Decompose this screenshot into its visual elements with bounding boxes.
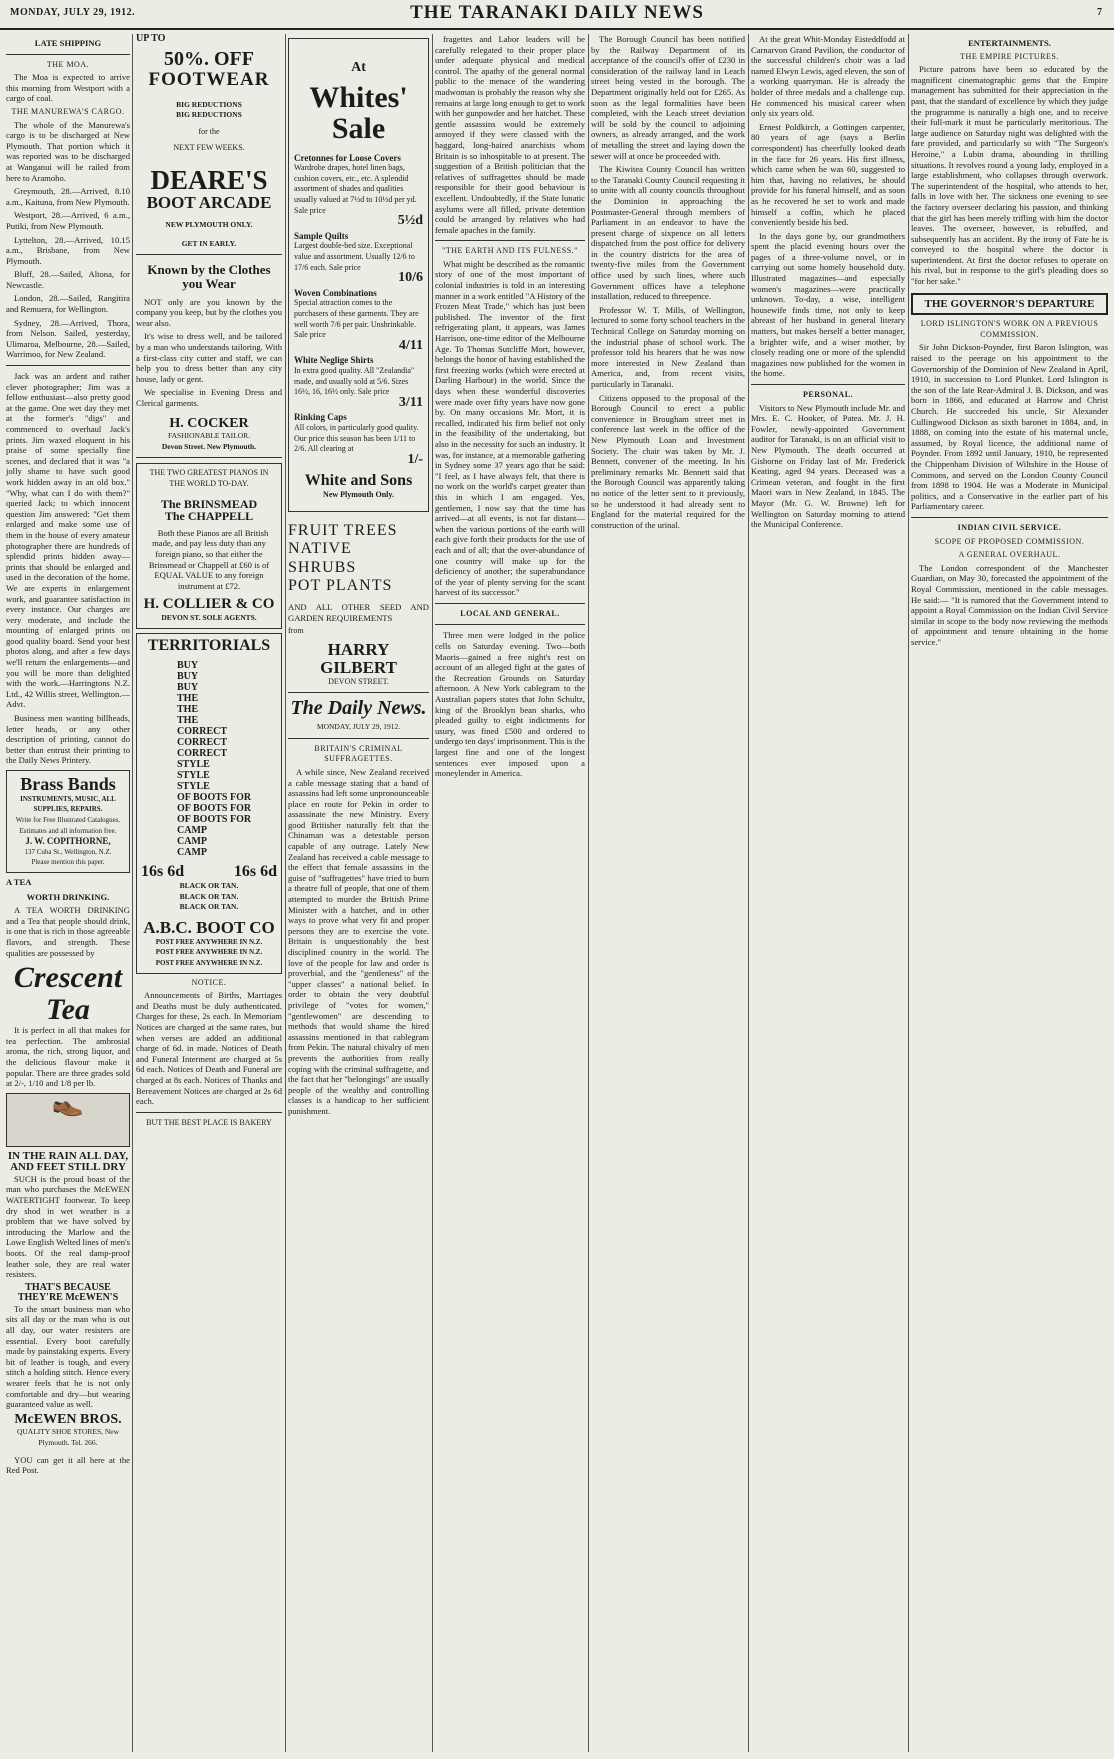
- terr-word: STYLE: [177, 781, 210, 793]
- empire-text: Picture patrons have been so educated by the magnificent cinematographic gems that the Empire management has submitted for their appreciation in the past, that the standard of excellence by which they judge the programme is naturally a high one, and to receive their full-mark it must be particularly meritorious. The large audience on Saturday night was delighted with the fare provided, and particularly so with "The Surgeon's Heroine," a Lubin drama, abounding in thrilling situations. It revolves round a young lady, employed in a large establishment, who collapses through overwork. The superintendent of the hospital, who attends to her, falls in love with her. The sickness one evening to see the factory overseer declaring his passion, and thinking that the girl has been merely trifling with him the doctor leaves. The overseer, however, is rebuffed, and subsequently has an accident. By the irony of Fate he is conveyed to the hospital where the doctor is superintendent. At first the doctor refuses to operate on his rival, but in response to the girl's pleading does so "for her sake.": [911, 64, 1108, 287]
- divider: [136, 457, 282, 458]
- borough-text: The Borough Council has been notified by the Railway Department of its acceptance of the council's offer of £230 in consideration of the railway land in Leach street being vested in the borough. The Department originally held out for £265. As soon as the legal formalities have been completed, with the Leach street deviation will be sold by the council to adjoining owners, as already arranged, and the work of metalling the street and laying down the sewer will at once be proceeded with.: [591, 34, 745, 161]
- seed-requirements: AND ALL OTHER SEED AND GARDEN REQUIREMENTS: [288, 602, 429, 623]
- terr-word: OF BOOTS FOR: [177, 792, 252, 804]
- woven-heading: Woven Combinations: [294, 287, 377, 298]
- column-rule: [588, 34, 589, 1752]
- cocker-address: Devon Street. New Plymouth.: [161, 441, 257, 451]
- tea-wordmark: Tea: [46, 992, 90, 1026]
- rain-heading: IN THE RAIN ALL DAY, AND FEET STILL DRY: [7, 1149, 129, 1174]
- white-sons-address: New Plymouth Only.: [323, 490, 394, 500]
- divider: [911, 517, 1108, 518]
- terr-word: BUY: [177, 671, 199, 683]
- cretonnes-text: Wardrobe drapes, hotel linen bags, cushion covers, etc., etc. A splendid assortment of shades and qualities usually valued at 7½d to 10½d per yd. Sale price: [294, 163, 417, 215]
- movement-item: Westport, 28.—Arrived, 6 a.m., Putiki, from New Plymouth.: [6, 210, 130, 231]
- cocker-text-2: It's wise to dress well, and be tailored by a man who understands tailoring. With a first-class city cutter and staff, we can help you to dress better than any city house, lady or gent.: [136, 331, 282, 384]
- column-rule: [748, 34, 749, 1752]
- for-the: for the: [198, 126, 220, 136]
- woven-price: 4/11: [398, 337, 423, 353]
- masthead-title: THE TARANAKI DAILY NEWS: [410, 2, 704, 23]
- np-only: NEW PLYMOUTH ONLY.: [165, 220, 253, 230]
- movement-item: Bluff, 28.—Sailed, Altona, for Newcastle.: [6, 269, 130, 290]
- next-weeks: NEXT FEW WEEKS.: [173, 143, 245, 153]
- column-rule: [132, 34, 133, 1752]
- terr-word: OF BOOTS FOR: [177, 814, 252, 826]
- brass-mention: Please mention this paper.: [31, 858, 105, 867]
- column-5: [591, 34, 745, 1752]
- terr-word: BUY: [177, 682, 199, 694]
- divider: [435, 240, 585, 241]
- brass-bands-ad: [6, 770, 130, 873]
- mcewen-text: To the smart business man who sits all day or the man who is out all day, our water resisters are essential. Every boot carefully made by painstaking experts. Every bit of leather is tough, and every stitch a holding stitch. Hence every wearer feels that he is not only comfortable and dry—but wearing guaranteed value as well.: [6, 1303, 130, 1410]
- abc-boot-co: A.B.C. BOOT CO: [143, 918, 275, 938]
- column-1: [6, 34, 130, 1752]
- column-2: [136, 34, 282, 1752]
- caps-text: All colors, in particularly good quality. Our price this season has been 1/11 to 2/6. All clearing at: [294, 422, 419, 454]
- pot-plants: POT PLANTS: [288, 577, 393, 595]
- civil-heading: INDIAN CIVIL SERVICE.: [957, 522, 1062, 532]
- mcewen-address: QUALITY SHOE STORES, New Plymouth. Tel. 266.: [16, 1427, 120, 1448]
- caps-price: 1/-: [407, 451, 423, 467]
- movement-item: Sydney, 28.—Arrived, Thora, from Nelson. Sailed, yesterday, Ulimaroa, Melbourne, 28.—Sailed, Warrimoo, for New Zealand.: [6, 317, 130, 360]
- column-rule: [285, 34, 286, 1752]
- terr-word: BUY: [177, 660, 199, 672]
- jack-story: Jack was an ardent and rather clever photographer; Jim was a fellow enthusiast—also pretty good at the game. One wet day they met at the former's "digs" and commenced to overhaul Jack's prints. Jim waxed eloquent in his praise of some specially fine scenes, and declared that it was "a jolly shame to have such good work hidden away in an old box." "Why, what can I do with them?" queried Jack; to which innocent question Jim answered: "Get them enlarged and make some use of them in the house of every amateur photographer there are hundreds of splendid prints hidden away—prints that should be enlarged and used in the decoration of the home. We are experts in enlargement work, and guarantee satisfaction in every instance. Our charges are very moderate, and include the mounting of enlarged prints on good quality board. Send your best photos along, and after a few days we'll return the enlargements—and you will be more than delighted with the work.—Harringtons N.Z. Ltd., 42 Willis street, Wellington.—Advt.: [6, 371, 130, 710]
- discount-pct: 50%. OFF: [164, 47, 254, 70]
- mcewen-name: McEWEN BROS.: [14, 1411, 122, 1427]
- fruit-trees: FRUIT TREES: [288, 521, 398, 539]
- brougham-text: Citizens opposed to the proposal of the Borough Council to erect a public convenience in Brougham street met in conference last week in the office of the New Plymouth Loan and Investment Society. The chair was taken by Mr. J. Bennett, convener of the meeting. In his preliminary remarks Mr. Bennett said that the Borough Council was apparently taking no notice of the letter sent to it previously, so he understood it had already sent to England for the material required for the construction of the urinal.: [591, 392, 745, 530]
- governor-text: Sir John Dickson-Poynder, first Baron Islington, was raised to the peerage on his appointment to the Governorship of the Dominion of New Zealand in April, 1910, in succession to Lord Plunket. Lord Islington is the son of the late Rear-Admiral J. B. Dickson, and was born in 1866, and educated at Harrow and Christ Church. He succeeded his uncle, Sir Alexander Cullingwood Dickson as sixth baronet in 1884, and, in 1888, on coming into the estate of his maternal uncle, assumed, by Royal licence, the additional name of Poynder. From 1892 until January, 1910, he represented the Chippenham Division of Wiltshire in the House of Commons, and served on the London County Council from 1898 to 1904. He was a Moderate in Municipal politics, and a Conservative in the earlier part of his Parliamentary career.: [911, 342, 1108, 512]
- shrubs-label: SHRUBS: [288, 558, 357, 576]
- terr-word: CAMP: [177, 825, 207, 837]
- reductions-1: BIG REDUCTIONS: [176, 99, 242, 109]
- mcewen-slogan: THAT'S BECAUSE THEY'RE McEWEN'S: [17, 1281, 119, 1304]
- column-rule: [908, 34, 909, 1752]
- brass-address: 137 Cuba St., Wellington, N.Z.: [24, 847, 112, 856]
- britain-heading: BRITAIN'S CRIMINAL SUFFRAGETTES.: [314, 743, 403, 764]
- neglige-heading: White Neglige Shirts: [294, 355, 374, 366]
- divider: [751, 384, 905, 385]
- civil-subheading-2: A GENERAL OVERHAUL.: [958, 550, 1061, 560]
- terr-word: THE: [177, 715, 199, 727]
- divider: [288, 738, 429, 739]
- deares-title: DEARE'S: [150, 164, 268, 195]
- post-free-3: POST FREE ANYWHERE IN N.Z.: [155, 959, 263, 968]
- civil-text: The London correspondent of the Manchester Guardian, on May 30, forecasted the appointment of the Royal Commission, mentioned in the cable messages. He said:— "It is rumored that the Government intend to appoint a Royal Commission on the Indian Civil Service similar in scope to the body now reviewing the methods of appointment and tenure obtaining in the home service.": [911, 562, 1108, 647]
- masthead: [0, 0, 1114, 30]
- rain-text: SUCH is the proud boast of the man who purchases the McEWEN WATERTIGHT footwear. To keep dry shod in wet weather is a problem that we have solved by introducing the Marlow and the Lowe English Welted lines of men's boots. Of the real damp-proof leather sole, they are real water resisters.: [6, 1173, 130, 1280]
- caps-heading: Rinking Caps: [294, 412, 347, 423]
- collier-address: DEVON ST. SOLE AGENTS.: [161, 613, 257, 623]
- neglige-price: 3/11: [398, 394, 423, 410]
- empire-heading: THE EMPIRE PICTURES.: [960, 51, 1059, 61]
- mills-text: Professor W. T. Mills, of Wellington, lectured to some forty school teachers in the Technical College on Saturday morning on the industrial phase of school work. The professor told his hearers that he was now more interested in New Zealand than America, and, from recent visits, particularly in Taranaki.: [591, 304, 745, 389]
- brass-firm: J. W. COPITHORNE,: [25, 836, 111, 847]
- magazine-text: In the days gone by, our grandmothers spent the placid evening hours over the pages of a three-volume novel, or in carrying out some homely household duty. Illustrated magazines—and especially women's magazines—were practically unknown. To-day, a wise, intelligent housewife finds time, not only to keep abreast of her husband in general literary matters, but makes herself a better manager, a brighter wife, and a wiser mother, by closely reading one or more of the splendid magazines now published for the women in the home.: [751, 230, 905, 379]
- local-heading: LOCAL AND GENERAL.: [460, 608, 560, 618]
- pianos-text: Both these Pianos are all British made, and pay less duty than any foreign piano, so that either the Brinsmead or Chappell at £60 is of EQUAL VALUE to any foreign instrument at £72.: [148, 527, 270, 591]
- tea-text: A TEA WORTH DRINKING and a Tea that people should drink, is one that is rich in those agreeable flavors, and strength. These qualities are possessed by: [6, 905, 130, 958]
- terr-word: THE: [177, 693, 199, 705]
- best-place: BUT THE BEST PLACE IS BAKERY: [146, 1117, 272, 1127]
- divider: [136, 1112, 282, 1113]
- harry-gilbert: HARRY GILBERT: [320, 639, 397, 677]
- brass-line: Write for Free Illustrated Catalogues. Estimates and all information free.: [15, 816, 121, 835]
- whites-sale-ad: [288, 38, 429, 512]
- black-or-tan-1: BLACK OR TAN.: [179, 881, 239, 891]
- price-right: 16s 6d: [233, 863, 277, 881]
- movement-item: Lyttelton, 28.—Arrived, 10.15 a.m., Brisbane, from New Plymouth.: [6, 234, 130, 266]
- collier-name: H. COLLIER & CO: [143, 596, 275, 613]
- entertainments-heading: ENTERTAINMENTS.: [968, 38, 1051, 48]
- terr-word: STYLE: [177, 759, 210, 771]
- footwear-title: FOOTWEAR: [148, 68, 270, 90]
- red-post-line: YOU can get it all here at the Red Post.: [6, 1454, 130, 1476]
- notice-heading: NOTICE.: [191, 977, 227, 987]
- shipping-heading: LATE SHIPPING: [34, 38, 102, 48]
- cocker-text-3: We specialise in Evening Dress and Clerical garments.: [136, 387, 282, 408]
- get-in-early: GET IN EARLY.: [181, 238, 237, 248]
- poldkirch-text: Ernest Poldkirch, a Gottingen carpenter, 80 years of age (says a Berlin correspondent) has cheerfully looked death in the face for 26 years. His first illness, which came when he was 60, suggested to him that, having no relatives, he should provide for his funeral himself, and as soon as he recovered he set to work and made himself a coffin, which he placed conveniently beside his bed.: [751, 121, 905, 228]
- tea-heading-1: A TEA: [6, 877, 32, 888]
- woven-text: Special attraction comes to the purchasers of these garments. They are well worth 7/6 per pair. Unshrinkable. Sale price: [294, 298, 419, 340]
- masthead-date: MONDAY, JULY 29, 1912.: [10, 7, 136, 18]
- divider: [435, 603, 585, 604]
- earth-heading: "THE EARTH AND ITS FULNESS.": [442, 246, 578, 256]
- terr-word: STYLE: [177, 770, 210, 782]
- known-heading: Known by the Clothes you Wear: [147, 262, 271, 291]
- territorials-ad: [136, 633, 282, 974]
- column-rule: [432, 34, 433, 1752]
- divider: [6, 54, 130, 55]
- from-label: from: [288, 626, 304, 636]
- divider: [136, 254, 282, 255]
- reductions-2: BIG REDUCTIONS: [176, 110, 242, 120]
- eisteddfod-text: At the great Whit-Monday Eisteddfodd at Carnarvon Grand Pavilion, the conductor of the successful children's choir was a lad named Elwyn Lewis, aged eleven, the son of a working quarryman. He is already the holder of three medals and a challenge cup. He commenced his musical career when only six years old.: [751, 34, 905, 119]
- divider: [6, 365, 130, 366]
- manurewa-heading: THE MANUREWA'S CARGO.: [11, 106, 125, 116]
- price-row: [141, 864, 277, 881]
- terr-word: CAMP: [177, 847, 207, 859]
- pianos-ad: [136, 463, 282, 628]
- cretonnes-heading: Cretonnes for Loose Covers: [294, 152, 401, 163]
- terr-word: CAMP: [177, 836, 207, 848]
- terr-word: CORRECT: [177, 748, 228, 760]
- daily-news-date: MONDAY, JULY 29, 1912.: [316, 722, 401, 732]
- governor-subheading: LORD ISLINGTON'S WORK ON A PREVIOUS COMMISSION.: [920, 319, 1099, 339]
- terr-word: CORRECT: [177, 726, 228, 738]
- britain-text: A while since, New Zealand received a cable message stating that a band of assassins had left some unpronounceable place en route for Pekin in order to assassinate the new Ministry. Every good Britisher naturally felt that the Chinaman was a detestable person capable of any outrage. Lately New Zealand has received a cable message to the effect that female assassins in the guise of "suffragettes" have tried to burn a theatre full of people, that one of them attempted to murder the British Prime Minister with a hatchet, and in other ways to prove what very fit and proper persons they are to exercise the vote. Britain is unquestionably the best disciplined country in the world. The love of the people for law and order is proverbial, and the "gentleness" of the "upper classes" a national belief. In order to obtain the very doubtful privilege of "votes for women," "gentlewomen" are descending to methods that would shame the hired assassins mentioned in that cablegram from Pekin. The natural chivalry of men prevents the authorities from really coping with the criminal suffragette, and the fact that her "belongings" are usually people of the wealthy and controlling classes is a handicap to her sufficient punishment.: [288, 766, 429, 1116]
- personal-text: Visitors to New Plymouth include Mr. and Mrs. E. C. Hooker, of Patea. Mr. J. H. Fowler, newly-appointed Government auditor for Taranaki, is on an official visit to New Plymouth. The death occurred at Gisborne on Friday last of Mr. Frederick Keating, aged 94 years. Deceased was a Crimean veteran, and fought in the first Maori wars in New Zealand, in 1845. The Mayor (Mr. G. W. Browne) left for Wellington on Saturday morning to attend the Municipal Conference.: [751, 402, 905, 530]
- black-or-tan-2: BLACK OR TAN.: [179, 891, 239, 901]
- page-number: 7: [1097, 7, 1102, 18]
- column-3: [288, 34, 429, 1752]
- territorials-title: TERRITORIALS: [147, 636, 271, 654]
- whites-title: Whites': [309, 80, 408, 114]
- crescent-text: It is perfect in all that makes for tea perfection. The ambrosial aroma, the rich, strong liquor, and the delicious flavour make it popular. There are three grades sold at 2/-, 1/10 and 1/8 per lb.: [6, 1025, 130, 1089]
- neglige-text: In extra good quality. All "Zealandia" made, and usually sold at 5/6. Sizes 16½, 16, 16½ only. Sale price: [294, 365, 415, 397]
- terr-word: OF BOOTS FOR: [177, 803, 252, 815]
- post-free-1: POST FREE ANYWHERE IN N.Z.: [155, 937, 263, 946]
- earth-text: What might be described as the romantic story of one of the most important of colonial industries is told in an interesting manner in a work entitled "A History of the Frozen Meat Trade," which has just been published. The inventor of the first refrigerating plant, it appears, was James Harrison, one-time editor of the Melbourne Age. To Thomas Sutcliffe Mort, however, belongs the honor of having established the first freezing works (which were erected at Darling Harbour) in the world. Since the days when these wonderful discoveries were made over fifty years have now gone by. On many occasions Mr. Mort, it is recalled, indicated his firm belief not only in the feasibility of the undertaking, but also in the necessity for such an industry. It was, for instance, at a memorable gathering in Sydney some 37 years ago that he said: "I feel, as I have always felt, that there is no work on the world's carpet greater than this in which I am engaged. Yes, gentlemen, I now say that the time has arrived—at all events, is not far distant—when the various portions of the earth will each give forth their products for the use of each and of all; that the over-abundance of one country will make up for the deficiency of another; the superabundance of the year of plenty serving for the scant harvest of its successor.": [435, 258, 585, 598]
- price-left: 16s 6d: [141, 863, 185, 881]
- column-6: [751, 34, 905, 1752]
- manurewa-text: The whole of the Manurewa's cargo is to be discharged at New Plymouth. That portion which it was reported was to be discharged at Wanganui will be railed from here to Aramoho.: [6, 119, 130, 183]
- sale-title: Sale: [331, 112, 386, 146]
- local-text: Three men were lodged in the police cells on Saturday evening. Two—both Maoris—gained a free night's rest on account of an alleged fight at the gates of the Recreation Grounds on Saturday afternoon. A New York cablegram to the Australian papers states that John Schultz, king of the Brooklyn bean sharks, who pleaded guilty to eight indictments for usury, was fined £500 and ordered to undergo ten days' imprisonment. This is the largest fine and one of the longest sentences ever imposed upon a moneylender in America.: [435, 630, 585, 779]
- native-label: NATIVE: [288, 540, 352, 558]
- suffragette-text: fragettes and Labor leaders will be carefully relegated to their proper place under adequate physical and medical control. The apathy of the general normal public to the menace of the wandering madwoman is probably the reason why she remains at large long enough to get to work with her gunpowder and her hatchet. These gentle assassins would be extremely annoyed if they were classed with the haggard, long-haired anarchists whom Britain is so inhospitable to at present. The suggestion of a British politician that the relatives of suffragettes should be made responsible for their good behaviour is excellent. Undoubtedly, if the State lunatic asylums were all filled, private detention could be arranged by relatives who had female apaches in the family.: [435, 34, 585, 235]
- black-or-tan-3: BLACK OR TAN.: [179, 902, 239, 912]
- at-label: At: [351, 60, 366, 75]
- white-sons: White and Sons: [304, 472, 413, 490]
- territorials-words: [141, 660, 277, 858]
- quilts-text: Largest double-bed size. Exceptional value and assortment. Usually 12/6 to 17/6 each. Sale price: [294, 241, 415, 272]
- quilts-heading: Sample Quilts: [294, 230, 349, 241]
- movement-item: London, 28.—Sailed, Rangitira and Remuera, for Wellington.: [6, 293, 130, 315]
- gilbert-address: DEVON STREET.: [328, 676, 389, 686]
- civil-subheading: SCOPE OF PROPOSED COMMISSION.: [934, 536, 1085, 546]
- personal-heading: PERSONAL.: [802, 390, 854, 399]
- kiwitea-text: The Kiwitea County Council has written to the Taranaki County Council requesting it to unite with all county councils throughout the Dominion in approaching the Postmaster-General through members of Parliament in an endeavor to have the present charge of sixpence on all letters dispatched from the post office for delivery in the country districts for the area of twenty-five miles from the Government office used by such lines, where such Government offices have a telephone installation, reduced to threepence.: [591, 164, 745, 302]
- tea-heading-2: WORTH DRINKING.: [26, 891, 110, 902]
- governor-heading: THE GOVERNOR'S DEPARTURE: [911, 293, 1108, 316]
- cretonnes-price: 5½d: [397, 213, 423, 229]
- cocker-trade: FASHIONABLE TAILOR.: [167, 431, 251, 441]
- notice-text: Announcements of Births, Marriages and Deaths must be duly authenticated. Charges for these, 2s each. In Memoriam Notices are charged at the same rates, but when verses are added an additional charge of 6d. in made. Notices of Death and Funeral Interment are charged at 5s 6d each. Notices of Death and Funeral are charged at 8s each. Notices of Thanks and Bereavement Notices are charged at 2s 6d each.: [136, 990, 282, 1107]
- chappell-title: The CHAPPELL: [164, 509, 254, 524]
- quilts-price: 10/6: [398, 270, 423, 286]
- daily-news-title: The Daily News.: [290, 697, 427, 720]
- pianos-heading: THE TWO GREATEST PIANOS IN THE WORLD TO-DAY.: [149, 468, 269, 488]
- boot-illustration: [6, 1087, 130, 1147]
- crescent-wordmark: Crescent: [13, 961, 123, 995]
- terr-word: CORRECT: [177, 737, 228, 749]
- brinsmead-title: The BRINSMEAD: [160, 496, 258, 511]
- cocker-name: H. COCKER: [169, 415, 249, 431]
- movement-item: Greymouth, 28.—Arrived, 8.10 a.m., Kaituna, from New Plymouth.: [6, 186, 130, 207]
- cocker-text-1: NOT only are you known by the company you keep, but by the clothes you wear also.: [136, 296, 282, 328]
- moa-text: The Moa is expected to arrive this morning from Westport with a cargo of coal.: [6, 72, 130, 104]
- divider: [435, 624, 585, 625]
- brass-title: Brass Bands: [20, 774, 116, 794]
- column-7: [911, 34, 1108, 1752]
- terr-word: THE: [177, 704, 199, 716]
- divider: [288, 692, 429, 693]
- column-4: [435, 34, 585, 1752]
- boot-icon: 👞: [51, 1087, 85, 1117]
- boot-arcade: BOOT ARCADE: [146, 193, 272, 213]
- upto-label: UP TO: [136, 34, 166, 44]
- brass-sub: INSTRUMENTS, MUSIC, ALL SUPPLIES, REPAIRS.: [20, 794, 116, 814]
- printery-notice: Business men wanting billheads, letter heads, or any other description of printing, cannot do better than entrust their printing to the Daily News Printery.: [6, 713, 130, 766]
- moa-heading: THE MOA.: [46, 59, 90, 69]
- post-free-2: POST FREE ANYWHERE IN N.Z.: [155, 948, 263, 957]
